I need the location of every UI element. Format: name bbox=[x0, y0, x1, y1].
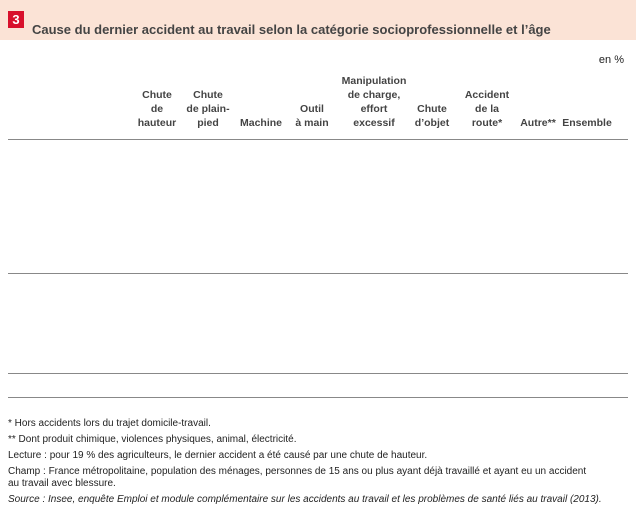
column-header-line: de plain- bbox=[186, 103, 230, 115]
column-header-line: Chute bbox=[417, 103, 447, 115]
column-header-line: Ensemble bbox=[562, 117, 612, 129]
column-header-line: pied bbox=[197, 117, 219, 129]
reading-note: Lecture : pour 19 % des agriculteurs, le dernier accident a été causé par une chute de hauteur. bbox=[8, 450, 428, 461]
column-header bbox=[558, 116, 616, 130]
column-header-line: de charge, bbox=[347, 89, 401, 101]
column-header bbox=[337, 74, 411, 130]
column-header bbox=[181, 88, 235, 130]
section-divider bbox=[8, 273, 628, 274]
column-header-line: d’objet bbox=[414, 117, 450, 129]
scope-note: Champ : France métropolitaine, population des ménages, personnes de 15 ans ou plus ayant déjà travaillé et ayant eu un accident bbox=[8, 466, 587, 477]
figure-number-badge: 3 bbox=[8, 11, 24, 28]
column-header-line: excessif bbox=[353, 117, 395, 129]
table-title: Cause du dernier accident au travail selon la catégorie socioprofessionnelle et l’âge bbox=[32, 22, 551, 37]
column-header-line: de bbox=[150, 103, 164, 115]
unit-label: en % bbox=[598, 54, 624, 66]
column-header-line: à main bbox=[295, 117, 329, 129]
scope-note-continued: au travail avec blessure. bbox=[8, 478, 116, 489]
table-bottom-border bbox=[8, 397, 628, 398]
footnote-2: ** Dont produit chimique, violences physiques, animal, électricité. bbox=[8, 434, 297, 445]
column-header bbox=[290, 102, 334, 130]
column-header-line: Accident bbox=[464, 89, 510, 101]
column-header bbox=[410, 102, 454, 130]
footnote-1: * Hors accidents lors du trajet domicile-travail. bbox=[8, 418, 211, 429]
header-divider bbox=[8, 139, 628, 140]
column-header bbox=[514, 116, 562, 130]
column-header-line: de la bbox=[475, 103, 499, 115]
column-header bbox=[237, 116, 285, 130]
column-header-line: effort bbox=[360, 103, 388, 115]
source-note: Source : Insee, enquête Emploi et module complémentaire sur les accidents au travail et les problèmes de santé liés au travail (2013). bbox=[8, 494, 602, 505]
column-header-line: Chute bbox=[142, 89, 172, 101]
total-divider bbox=[8, 373, 628, 374]
column-header-line: Outil bbox=[300, 103, 324, 115]
column-header-line: route* bbox=[471, 117, 503, 129]
column-header-line: Manipulation bbox=[341, 75, 407, 87]
column-header-line: hauteur bbox=[137, 117, 177, 129]
column-header-line: Machine bbox=[239, 117, 282, 129]
column-header-line: Autre** bbox=[520, 117, 556, 129]
column-header bbox=[133, 88, 181, 130]
column-header-line: Chute bbox=[193, 89, 223, 101]
column-header bbox=[462, 88, 512, 130]
